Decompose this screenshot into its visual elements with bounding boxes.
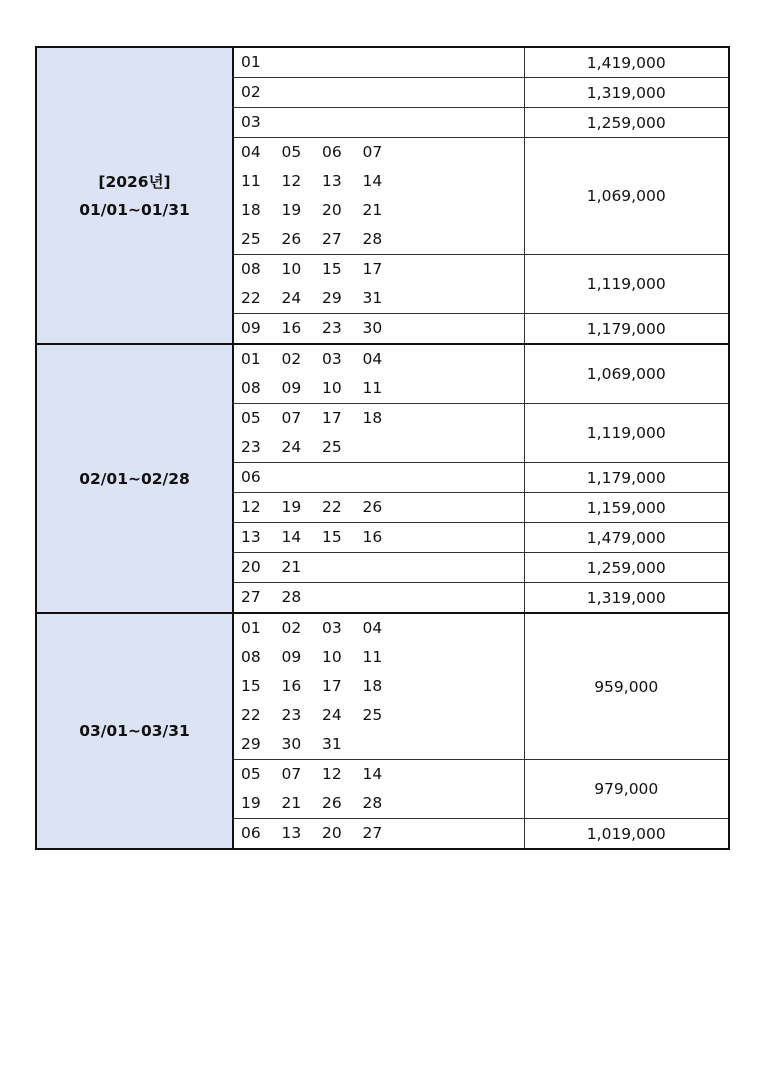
dates-cell bbox=[233, 138, 524, 255]
date-day: 22 bbox=[241, 289, 261, 307]
table-row bbox=[36, 344, 729, 404]
date-day: 22 bbox=[322, 498, 342, 516]
date-day: 16 bbox=[281, 319, 302, 337]
date-day: 02 bbox=[241, 83, 261, 101]
period-label-line: 01/01~01/31 bbox=[79, 200, 190, 219]
date-day: 10 bbox=[281, 260, 302, 278]
date-day: 16 bbox=[362, 528, 383, 546]
date-day: 09 bbox=[241, 319, 261, 337]
dates-line bbox=[241, 138, 524, 167]
dates-line bbox=[241, 374, 524, 403]
dates-line bbox=[241, 730, 524, 759]
date-day: 29 bbox=[322, 289, 342, 307]
dates-cell bbox=[233, 583, 524, 614]
dates-line bbox=[241, 108, 524, 137]
date-day: 19 bbox=[281, 498, 302, 516]
dates-line bbox=[241, 760, 524, 789]
dates-line bbox=[241, 167, 524, 196]
dates-cell bbox=[233, 314, 524, 345]
date-day: 26 bbox=[322, 794, 342, 812]
date-day: 26 bbox=[362, 498, 383, 516]
date-day: 23 bbox=[241, 438, 261, 456]
dates-cell bbox=[233, 613, 524, 760]
date-day: 24 bbox=[281, 289, 302, 307]
period-label bbox=[36, 47, 233, 344]
date-day: 31 bbox=[322, 735, 342, 753]
date-day: 22 bbox=[241, 706, 261, 724]
date-day: 06 bbox=[322, 143, 342, 161]
date-day: 16 bbox=[281, 677, 302, 695]
date-day: 12 bbox=[322, 765, 342, 783]
period-label-line: 03/01~03/31 bbox=[79, 722, 190, 740]
date-day: 14 bbox=[362, 765, 383, 783]
date-day: 27 bbox=[241, 588, 261, 606]
price-cell: 1,069,000 bbox=[524, 138, 729, 255]
date-day: 07 bbox=[281, 409, 302, 427]
dates-line bbox=[241, 225, 524, 254]
dates-line bbox=[241, 643, 524, 672]
dates-line bbox=[241, 255, 524, 284]
date-day: 05 bbox=[241, 765, 261, 783]
price-cell: 979,000 bbox=[524, 760, 729, 819]
date-day: 30 bbox=[362, 319, 383, 337]
date-day: 28 bbox=[362, 230, 383, 248]
date-day: 19 bbox=[281, 201, 302, 219]
price-cell: 1,479,000 bbox=[524, 523, 729, 553]
date-day: 07 bbox=[362, 143, 383, 161]
fare-table bbox=[35, 46, 730, 850]
date-day: 24 bbox=[322, 706, 342, 724]
fare-table-body bbox=[36, 47, 729, 849]
date-day: 19 bbox=[241, 794, 261, 812]
date-day: 21 bbox=[362, 201, 383, 219]
date-day: 02 bbox=[281, 619, 302, 637]
date-day: 21 bbox=[281, 794, 302, 812]
dates-line bbox=[241, 819, 524, 848]
date-day: 01 bbox=[241, 53, 261, 71]
date-day: 12 bbox=[241, 498, 261, 516]
date-day: 14 bbox=[362, 172, 383, 190]
date-day: 17 bbox=[322, 677, 342, 695]
date-day: 08 bbox=[241, 379, 261, 397]
date-day: 06 bbox=[241, 824, 261, 842]
period-label-line: 02/01~02/28 bbox=[79, 469, 190, 488]
table-row bbox=[36, 613, 729, 760]
date-day: 21 bbox=[281, 558, 302, 576]
price-cell: 1,259,000 bbox=[524, 108, 729, 138]
date-day: 14 bbox=[281, 528, 302, 546]
dates-cell bbox=[233, 108, 524, 138]
date-day: 04 bbox=[241, 143, 261, 161]
date-day: 18 bbox=[241, 201, 261, 219]
date-day: 15 bbox=[241, 677, 261, 695]
dates-cell bbox=[233, 819, 524, 850]
dates-cell bbox=[233, 553, 524, 583]
dates-line bbox=[241, 614, 524, 643]
dates-line bbox=[241, 523, 524, 552]
price-cell: 959,000 bbox=[524, 613, 729, 760]
date-day: 11 bbox=[241, 172, 261, 190]
dates-line bbox=[241, 493, 524, 522]
date-day: 17 bbox=[362, 260, 383, 278]
date-day: 27 bbox=[322, 230, 342, 248]
period-label bbox=[36, 613, 233, 849]
dates-line bbox=[241, 78, 524, 107]
dates-line bbox=[241, 789, 524, 818]
dates-line bbox=[241, 48, 524, 77]
date-day: 25 bbox=[362, 706, 383, 724]
date-day: 12 bbox=[281, 172, 302, 190]
date-day: 20 bbox=[322, 201, 342, 219]
date-day: 20 bbox=[322, 824, 342, 842]
period-label-line: [2026년] bbox=[98, 172, 171, 191]
date-day: 02 bbox=[281, 350, 302, 368]
date-day: 09 bbox=[281, 648, 302, 666]
date-day: 24 bbox=[281, 438, 302, 456]
date-day: 03 bbox=[322, 350, 342, 368]
date-day: 18 bbox=[362, 409, 383, 427]
date-day: 09 bbox=[281, 379, 302, 397]
price-cell: 1,119,000 bbox=[524, 255, 729, 314]
dates-line bbox=[241, 463, 524, 492]
date-day: 28 bbox=[362, 794, 383, 812]
dates-line bbox=[241, 314, 524, 343]
date-day: 07 bbox=[281, 765, 302, 783]
date-day: 08 bbox=[241, 648, 261, 666]
date-day: 13 bbox=[281, 824, 302, 842]
date-day: 10 bbox=[322, 648, 342, 666]
date-day: 23 bbox=[281, 706, 302, 724]
dates-cell bbox=[233, 760, 524, 819]
date-day: 26 bbox=[281, 230, 302, 248]
dates-line bbox=[241, 433, 524, 462]
price-cell: 1,179,000 bbox=[524, 463, 729, 493]
dates-cell bbox=[233, 493, 524, 523]
date-day: 05 bbox=[241, 409, 261, 427]
price-cell: 1,319,000 bbox=[524, 583, 729, 614]
date-day: 20 bbox=[241, 558, 261, 576]
price-cell: 1,419,000 bbox=[524, 47, 729, 78]
dates-line bbox=[241, 553, 524, 582]
date-day: 28 bbox=[281, 588, 302, 606]
dates-cell bbox=[233, 255, 524, 314]
dates-line bbox=[241, 583, 524, 612]
date-day: 01 bbox=[241, 350, 261, 368]
date-day: 31 bbox=[362, 289, 383, 307]
dates-cell bbox=[233, 47, 524, 78]
dates-line bbox=[241, 196, 524, 225]
date-day: 29 bbox=[241, 735, 261, 753]
price-cell: 1,319,000 bbox=[524, 78, 729, 108]
dates-line bbox=[241, 284, 524, 313]
price-cell: 1,159,000 bbox=[524, 493, 729, 523]
date-day: 11 bbox=[362, 648, 383, 666]
dates-line bbox=[241, 404, 524, 433]
date-day: 01 bbox=[241, 619, 261, 637]
price-cell: 1,179,000 bbox=[524, 314, 729, 345]
table-row bbox=[36, 47, 729, 78]
dates-cell bbox=[233, 78, 524, 108]
date-day: 23 bbox=[322, 319, 342, 337]
price-cell: 1,119,000 bbox=[524, 404, 729, 463]
date-day: 04 bbox=[362, 350, 383, 368]
date-day: 25 bbox=[322, 438, 342, 456]
date-day: 11 bbox=[362, 379, 383, 397]
dates-cell bbox=[233, 404, 524, 463]
date-day: 08 bbox=[241, 260, 261, 278]
date-day: 13 bbox=[322, 172, 342, 190]
date-day: 18 bbox=[362, 677, 383, 695]
date-day: 30 bbox=[281, 735, 302, 753]
period-label bbox=[36, 344, 233, 613]
date-day: 05 bbox=[281, 143, 302, 161]
date-day: 06 bbox=[241, 468, 261, 486]
dates-line bbox=[241, 345, 524, 374]
date-day: 25 bbox=[241, 230, 261, 248]
date-day: 17 bbox=[322, 409, 342, 427]
dates-line bbox=[241, 701, 524, 730]
date-day: 03 bbox=[241, 113, 261, 131]
date-day: 15 bbox=[322, 528, 342, 546]
price-cell: 1,259,000 bbox=[524, 553, 729, 583]
dates-cell bbox=[233, 463, 524, 493]
date-day: 04 bbox=[362, 619, 383, 637]
price-cell: 1,019,000 bbox=[524, 819, 729, 850]
date-day: 27 bbox=[362, 824, 383, 842]
dates-line bbox=[241, 672, 524, 701]
date-day: 10 bbox=[322, 379, 342, 397]
dates-cell bbox=[233, 344, 524, 404]
dates-cell bbox=[233, 523, 524, 553]
date-day: 03 bbox=[322, 619, 342, 637]
price-cell: 1,069,000 bbox=[524, 344, 729, 404]
date-day: 15 bbox=[322, 260, 342, 278]
date-day: 13 bbox=[241, 528, 261, 546]
